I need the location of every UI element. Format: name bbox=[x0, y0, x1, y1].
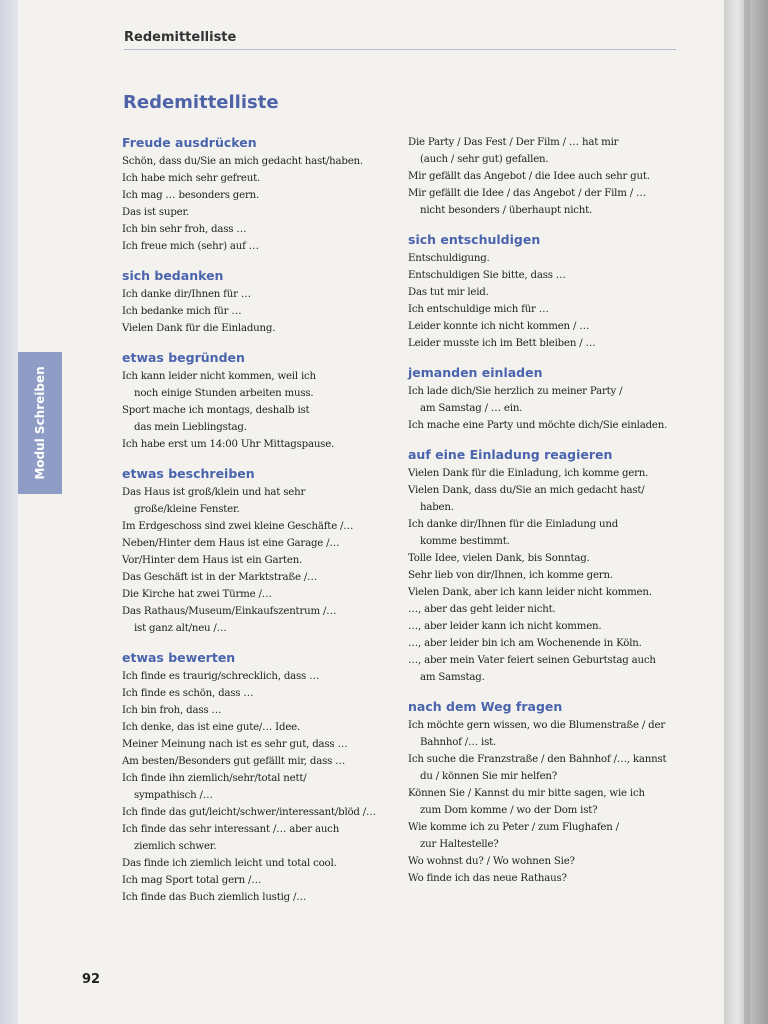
phrase-line: Das Geschäft ist in der Marktstraße /… bbox=[122, 572, 318, 583]
phrase-line: Das Haus ist groß/klein und hat sehr bbox=[122, 487, 306, 498]
phrase-line: Ich habe erst um 14:00 Uhr Mittagspause. bbox=[122, 439, 335, 450]
phrase-section bbox=[408, 134, 698, 219]
phrase-section bbox=[122, 267, 412, 337]
phrase-line: Wo wohnst du? / Wo wohnen Sie? bbox=[408, 856, 575, 867]
phrase-line: Ich mache eine Party und möchte dich/Sie einladen. bbox=[408, 420, 668, 431]
section-heading: etwas begründen bbox=[122, 350, 245, 365]
phrase-line: Ich freue mich (sehr) auf … bbox=[122, 241, 259, 252]
phrase-section bbox=[122, 649, 412, 906]
phrase-line: noch einige Stunden arbeiten muss. bbox=[134, 388, 314, 399]
phrase-line: Entschuldigen Sie bitte, dass … bbox=[408, 270, 566, 281]
phrase-section bbox=[122, 349, 412, 453]
phrase-line: Vielen Dank für die Einladung, ich komme gern. bbox=[408, 468, 649, 479]
phrase-line: Ich bin sehr froh, dass … bbox=[122, 224, 247, 235]
phrase-line: Bahnhof /… ist. bbox=[420, 737, 497, 748]
phrase-line: …, aber mein Vater feiert seinen Geburtstag auch bbox=[408, 655, 656, 666]
phrase-line: Sehr lieb von dir/Ihnen, ich komme gern. bbox=[408, 570, 613, 581]
phrase-line: zur Haltestelle? bbox=[420, 839, 499, 850]
page-number: 92 bbox=[82, 972, 101, 987]
phrase-line: Sport mache ich montags, deshalb ist bbox=[122, 405, 310, 416]
phrase-section bbox=[408, 698, 698, 887]
phrase-line: Ich danke dir/Ihnen für die Einladung und bbox=[408, 519, 619, 530]
phrase-section bbox=[408, 231, 698, 352]
phrase-line: Das Rathaus/Museum/Einkaufszentrum /… bbox=[122, 606, 337, 617]
phrase-line: Ich mag Sport total gern /… bbox=[122, 875, 262, 886]
phrase-line: Ich lade dich/Sie herzlich zu meiner Party / bbox=[408, 386, 623, 397]
phrase-line: Mir gefällt das Angebot / die Idee auch sehr gut. bbox=[408, 171, 650, 182]
phrase-line: sympathisch /… bbox=[134, 790, 213, 801]
phrase-line: Die Party / Das Fest / Der Film / … hat mir bbox=[408, 137, 619, 148]
phrase-line: Ich danke dir/Ihnen für … bbox=[122, 289, 251, 300]
page-edge-strip bbox=[0, 0, 18, 1024]
phrase-line: Leider musste ich im Bett bleiben / … bbox=[408, 338, 596, 349]
phrase-line: zum Dom komme / wo der Dom ist? bbox=[420, 805, 598, 816]
phrase-line: Tolle Idee, vielen Dank, bis Sonntag. bbox=[408, 553, 590, 564]
phrase-section bbox=[122, 134, 412, 255]
phrase-line: am Samstag / … ein. bbox=[420, 403, 523, 414]
phrase-line: Am besten/Besonders gut gefällt mir, dass … bbox=[122, 756, 346, 767]
phrase-line: haben. bbox=[420, 502, 454, 513]
phrase-line: Können Sie / Kannst du mir bitte sagen, wie ich bbox=[408, 788, 645, 799]
phrase-line: Ich finde es schön, dass … bbox=[122, 688, 254, 699]
phrase-line: am Samstag. bbox=[420, 672, 485, 683]
phrase-section bbox=[408, 446, 698, 686]
section-heading: nach dem Weg fragen bbox=[408, 699, 563, 714]
phrase-line: Ich bedanke mich für … bbox=[122, 306, 242, 317]
phrase-line: Im Erdgeschoss sind zwei kleine Geschäfte /… bbox=[122, 521, 354, 532]
phrase-line: Ich finde es traurig/schrecklich, dass … bbox=[122, 671, 320, 682]
phrase-section bbox=[122, 465, 412, 637]
phrase-line: Mir gefällt die Idee / das Angebot / der Film / … bbox=[408, 188, 646, 199]
phrase-line: nicht besonders / überhaupt nicht. bbox=[420, 205, 593, 216]
section-heading: Freude ausdrücken bbox=[122, 135, 257, 150]
phrase-line: Ich suche die Franzstraße / den Bahnhof /…, kannst bbox=[408, 754, 667, 765]
phrase-line: Das tut mir leid. bbox=[408, 287, 489, 298]
phrase-line: große/kleine Fenster. bbox=[134, 504, 240, 515]
section-heading: etwas bewerten bbox=[122, 650, 236, 665]
phrase-line: Vielen Dank, dass du/Sie an mich gedacht hast/ bbox=[408, 485, 645, 496]
section-heading: etwas beschreiben bbox=[122, 466, 255, 481]
phrase-line: du / können Sie mir helfen? bbox=[420, 771, 558, 782]
running-header: Redemittelliste bbox=[124, 30, 237, 45]
phrase-line: Ich entschuldige mich für … bbox=[408, 304, 549, 315]
phrase-line: Ich mag … besonders gern. bbox=[122, 190, 260, 201]
phrase-line: Ich kann leider nicht kommen, weil ich bbox=[122, 371, 316, 382]
phrase-line: Ich habe mich sehr gefreut. bbox=[122, 173, 261, 184]
section-heading: jemanden einladen bbox=[408, 365, 543, 380]
phrase-line: Ich möchte gern wissen, wo die Blumenstraße / der bbox=[408, 720, 665, 731]
phrase-line: Ich finde das gut/leicht/schwer/interessant/blöd /… bbox=[122, 807, 377, 818]
side-tab-label: Modul Schreiben bbox=[33, 366, 47, 480]
phrase-line: Ich finde das sehr interessant /… aber auch bbox=[122, 824, 340, 835]
phrase-line: Ich finde ihn ziemlich/sehr/total nett/ bbox=[122, 773, 307, 784]
section-heading: auf eine Einladung reagieren bbox=[408, 447, 613, 462]
header-rule bbox=[124, 49, 676, 50]
phrase-line: Leider konnte ich nicht kommen / … bbox=[408, 321, 590, 332]
phrase-line: Das finde ich ziemlich leicht und total cool. bbox=[122, 858, 337, 869]
phrase-line: ist ganz alt/neu /… bbox=[134, 623, 227, 634]
phrase-line: ziemlich schwer. bbox=[134, 841, 217, 852]
phrase-line: Neben/Hinter dem Haus ist eine Garage /… bbox=[122, 538, 340, 549]
phrase-line: …, aber leider bin ich am Wochenende in Köln. bbox=[408, 638, 642, 649]
phrase-line: Wo finde ich das neue Rathaus? bbox=[408, 873, 567, 884]
phrase-line: das mein Lieblingstag. bbox=[134, 422, 247, 433]
phrase-section bbox=[408, 364, 698, 434]
section-heading: sich entschuldigen bbox=[408, 232, 541, 247]
phrase-line: Wie komme ich zu Peter / zum Flughafen / bbox=[408, 822, 619, 833]
phrase-line: Ich bin froh, dass … bbox=[122, 705, 222, 716]
phrase-line: …, aber das geht leider nicht. bbox=[408, 604, 556, 615]
left-column bbox=[122, 134, 412, 918]
phrase-line: Vor/Hinter dem Haus ist ein Garten. bbox=[122, 555, 303, 566]
phrase-line: Vielen Dank für die Einladung. bbox=[122, 323, 276, 334]
phrase-line: komme bestimmt. bbox=[420, 536, 510, 547]
phrase-line: (auch / sehr gut) gefallen. bbox=[420, 154, 549, 165]
phrase-line: Schön, dass du/Sie an mich gedacht hast/haben. bbox=[122, 156, 363, 167]
phrase-line: Die Kirche hat zwei Türme /… bbox=[122, 589, 272, 600]
phrase-line: Entschuldigung. bbox=[408, 253, 490, 264]
phrase-line: Vielen Dank, aber ich kann leider nicht kommen. bbox=[408, 587, 652, 598]
phrase-line: Ich finde das Buch ziemlich lustig /… bbox=[122, 892, 307, 903]
book-spine bbox=[724, 0, 768, 1024]
phrase-line: Meiner Meinung nach ist es sehr gut, dass … bbox=[122, 739, 348, 750]
right-column bbox=[408, 134, 698, 899]
section-heading: sich bedanken bbox=[122, 268, 224, 283]
page-title: Redemittelliste bbox=[123, 92, 279, 113]
phrase-line: Ich denke, das ist eine gute/… Idee. bbox=[122, 722, 301, 733]
phrase-line: …, aber leider kann ich nicht kommen. bbox=[408, 621, 602, 632]
phrase-line: Das ist super. bbox=[122, 207, 190, 218]
